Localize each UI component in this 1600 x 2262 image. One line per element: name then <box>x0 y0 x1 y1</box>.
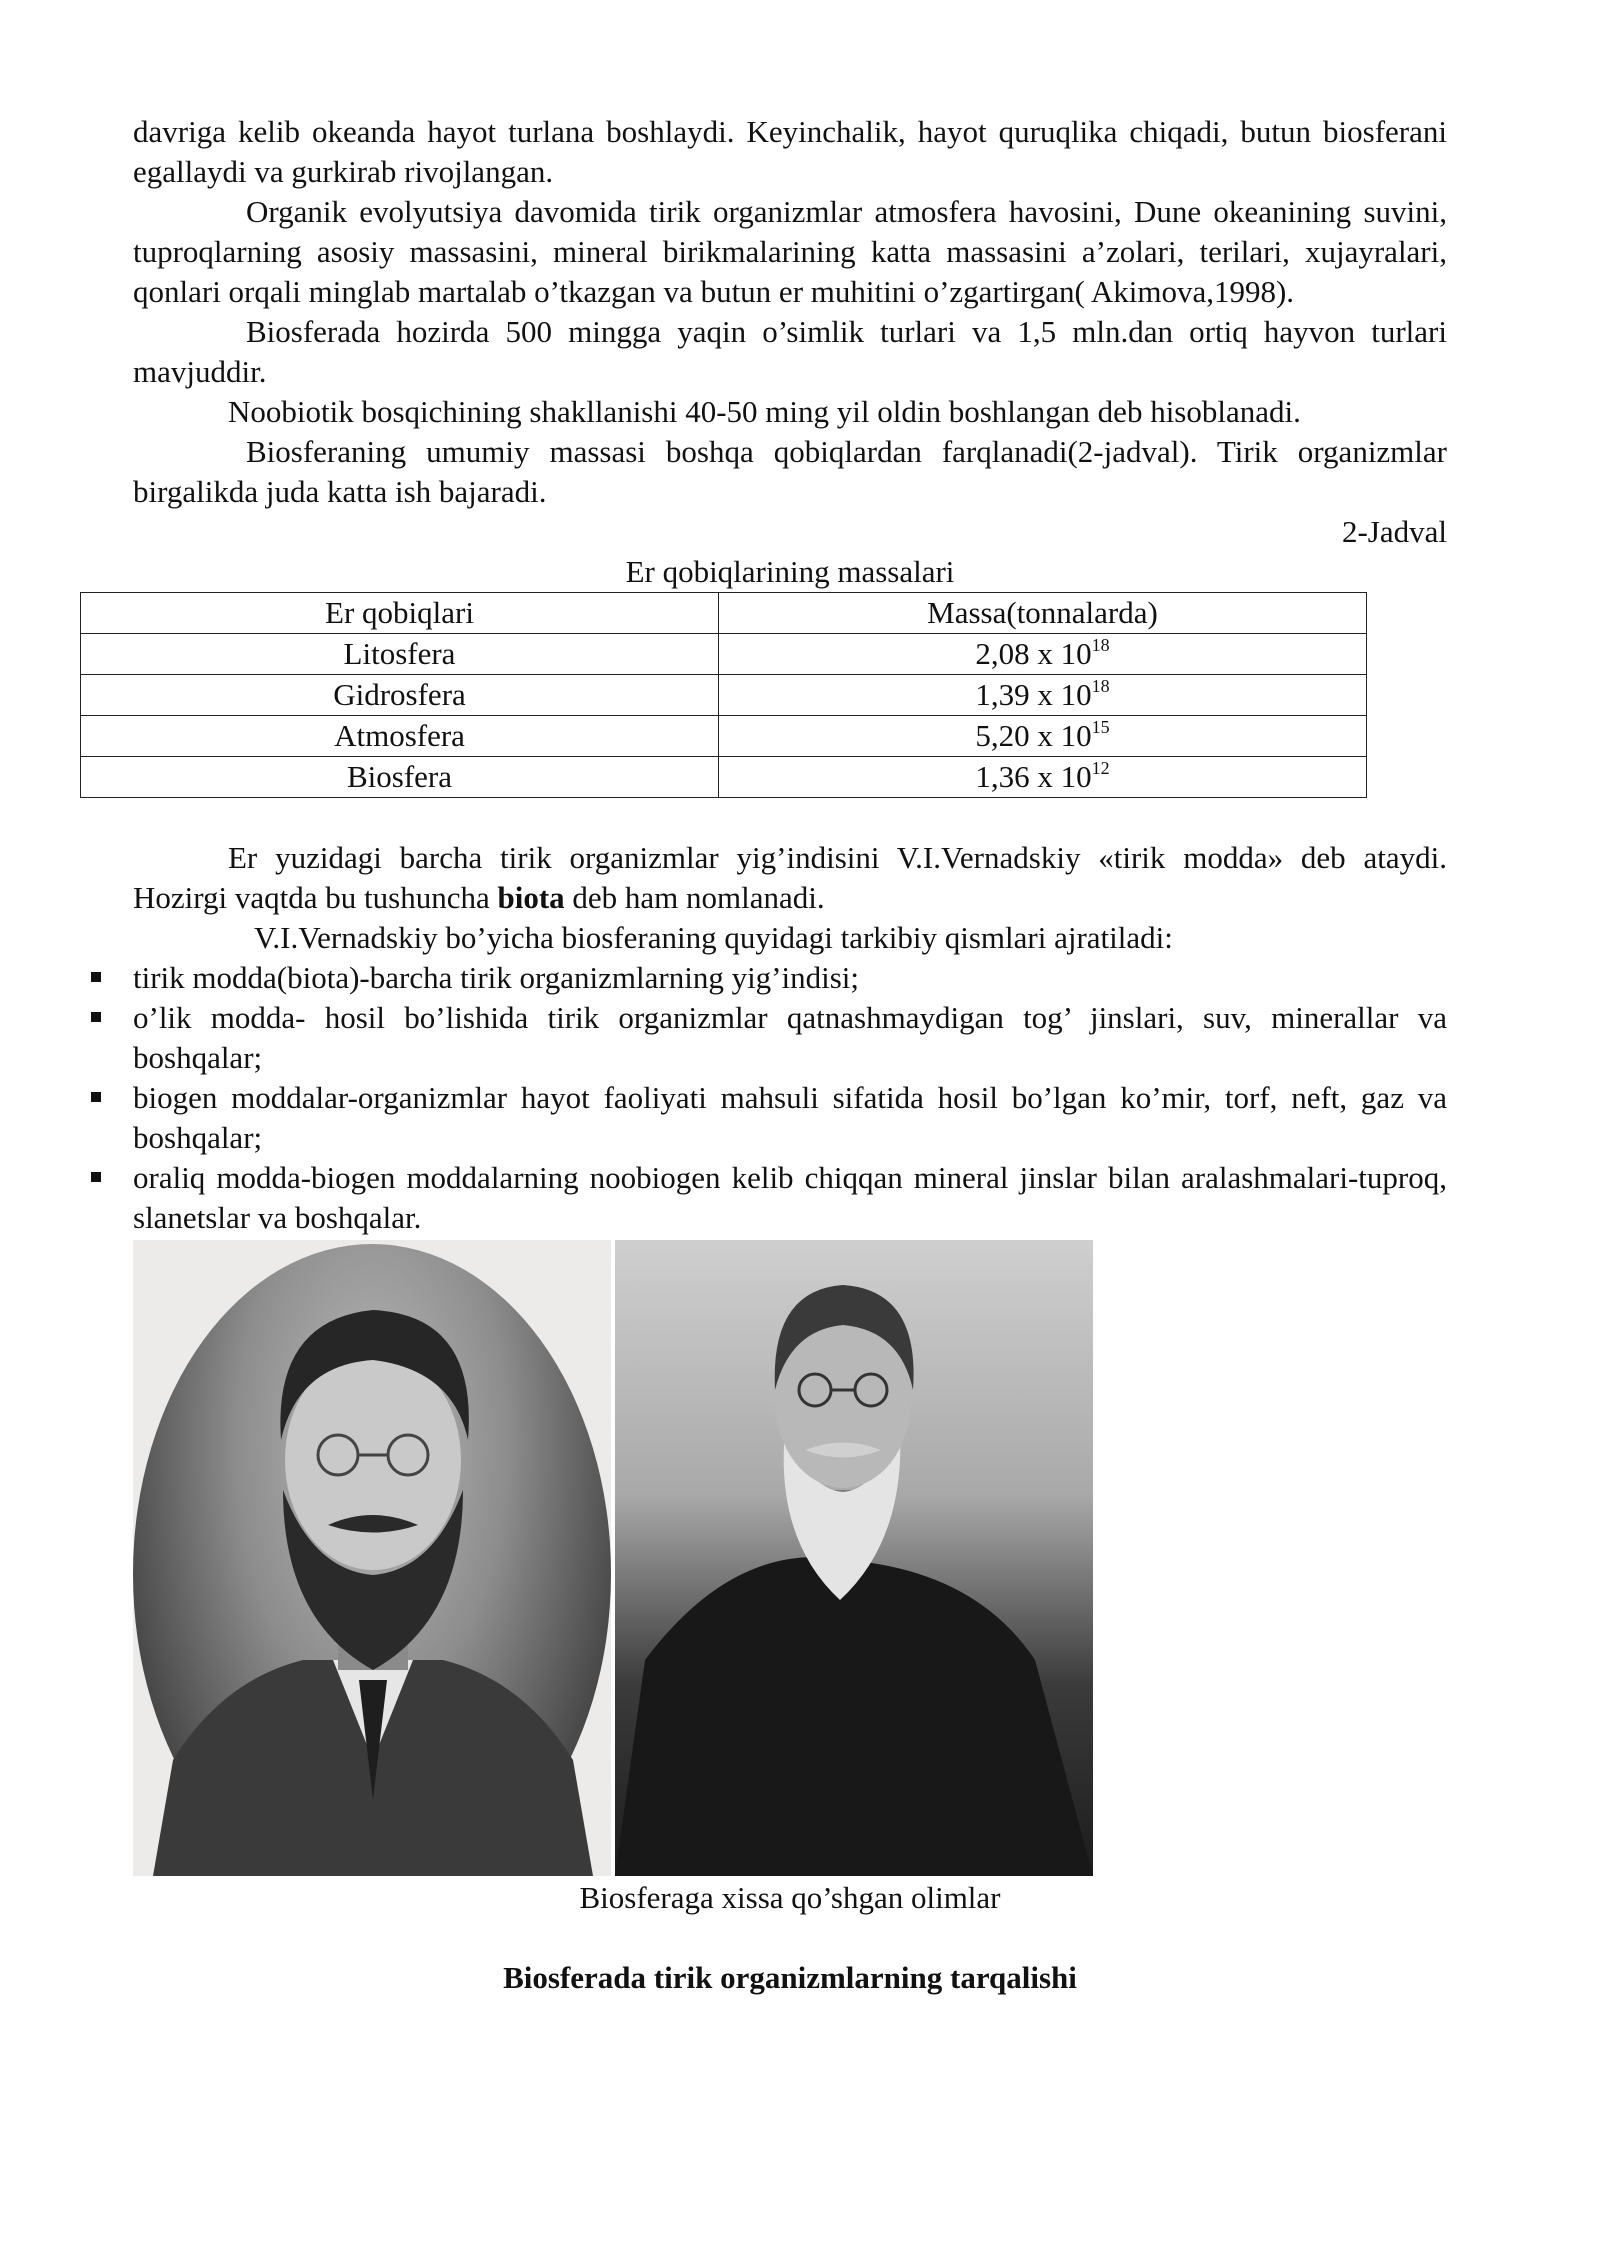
square-bullet-icon <box>91 1172 101 1182</box>
list-item-text: biogen moddalar-organizmlar hayot faoliyati mahsuli sifatida hosil bo’lgan ko’mir, torf, neft, gaz va boshqalar; <box>133 1080 1447 1155</box>
table-row <box>81 757 1367 798</box>
portrait-figure-elder <box>615 1240 1093 1876</box>
section-heading: Biosferada tirik organizmlarning tarqalishi <box>503 1960 1077 1995</box>
paragraph-5: Biosferaning umumiy massasi boshqa qobiqlardan farqlanadi(2-jadval). Tirik organizmlar birgalikda juda katta ish bajaradi. <box>133 434 1447 509</box>
table-label: 2-Jadval <box>1341 514 1447 549</box>
mass-exponent: 18 <box>1091 634 1110 655</box>
mass-table <box>80 592 1367 798</box>
sphere-name-cell: Atmosfera <box>81 716 719 757</box>
table-row <box>81 716 1367 757</box>
mass-exponent: 18 <box>1091 675 1110 696</box>
paragraph-2: Organik evolyutsiya davomida tirik organizmlar atmosfera havosini, Dune okeanining suvini, tuproqlarning asosiy massasini, mineral birikmalarining katta massasini a’zolari, terilari, xujayralari, qonlari orqali minglab martalab o’tkazgan va butun er muhitini o’zgartirgan( Akimova,1998). <box>133 194 1447 309</box>
mass-exponent: 12 <box>1091 757 1110 778</box>
paragraph-3: Biosferada hozirda 500 mingga yaqin o’simlik turlari va 1,5 mln.dan ortiq hayvon turlari mavjuddir. <box>133 314 1447 389</box>
mass-base: 2,08 x 10 <box>975 636 1092 671</box>
mass-value-cell <box>719 757 1367 798</box>
list-item <box>133 1158 1447 1238</box>
mass-value-cell <box>719 716 1367 757</box>
list-item-text: oraliq modda-biogen moddalarning noobiogen kelib chiqqan mineral jinslar bilan aralashmalari-tuproq, slanetslar va boshqalar. <box>133 1160 1447 1235</box>
paragraph-4: Noobiotik bosqichining shakllanishi 40-50 ming yil oldin boshlangan deb hisoblanadi. <box>228 394 1301 429</box>
figure-caption: Biosferaga xissa qo’shgan olimlar <box>579 1880 1001 1915</box>
table-row <box>81 675 1367 716</box>
mass-base: 1,36 x 10 <box>975 759 1092 794</box>
list-item <box>133 1078 1447 1158</box>
square-bullet-icon <box>91 972 101 982</box>
table-row <box>81 634 1367 675</box>
document-page <box>133 112 1447 1998</box>
mass-base: 5,20 x 10 <box>975 718 1092 753</box>
components-list <box>133 958 1447 1238</box>
portrait-photo-elder <box>615 1240 1093 1876</box>
list-item <box>133 958 1447 998</box>
square-bullet-icon <box>91 1012 101 1022</box>
table-header-cell: Massa(tonnalarda) <box>719 593 1367 634</box>
paragraph-6 <box>133 838 1447 918</box>
portrait-figure-young <box>133 1240 611 1876</box>
list-item-text: o’lik modda- hosil bo’lishida tirik organizmlar qatnashmaydigan tog’ jinslari, suv, minerallar va boshqalar; <box>133 1000 1447 1075</box>
paragraph-7: V.I.Vernadskiy bo’yicha biosferaning quyidagi tarkibiy qismlari ajratiladi: <box>254 920 1173 955</box>
table-header-cell: Er qobiqlari <box>81 593 719 634</box>
list-item <box>133 998 1447 1078</box>
mass-base: 1,39 x 10 <box>975 677 1092 712</box>
mass-exponent: 15 <box>1091 716 1110 737</box>
scientist-photos <box>133 1240 1447 1876</box>
paragraph-1: davriga kelib okeanda hayot turlana boshlaydi. Keyinchalik, hayot quruqlika chiqadi, butun biosferani egallaydi va gurkirab rivojlangan. <box>133 114 1447 189</box>
table-title: Er qobiqlarining massalari <box>625 554 955 589</box>
mass-value-cell <box>719 634 1367 675</box>
square-bullet-icon <box>91 1092 101 1102</box>
paragraph-6-text: Er yuzidagi barcha tirik organizmlar yig’indisini V.I.Vernadskiy «tirik modda» deb ataydi. Hozirgi vaqtda bu tushuncha <box>133 840 1447 915</box>
sphere-name-cell: Biosfera <box>81 757 719 798</box>
mass-value-cell <box>719 675 1367 716</box>
list-item-text: tirik modda(biota)-barcha tirik organizmlarning yig’indisi; <box>133 960 860 995</box>
spacer <box>133 798 1447 838</box>
sphere-name-cell: Gidrosfera <box>81 675 719 716</box>
portrait-photo-young <box>133 1240 611 1876</box>
table-header-row <box>81 593 1367 634</box>
term-biota: biota <box>497 880 565 915</box>
paragraph-6-tail: deb ham nomlanadi. <box>564 880 825 915</box>
sphere-name-cell: Litosfera <box>81 634 719 675</box>
